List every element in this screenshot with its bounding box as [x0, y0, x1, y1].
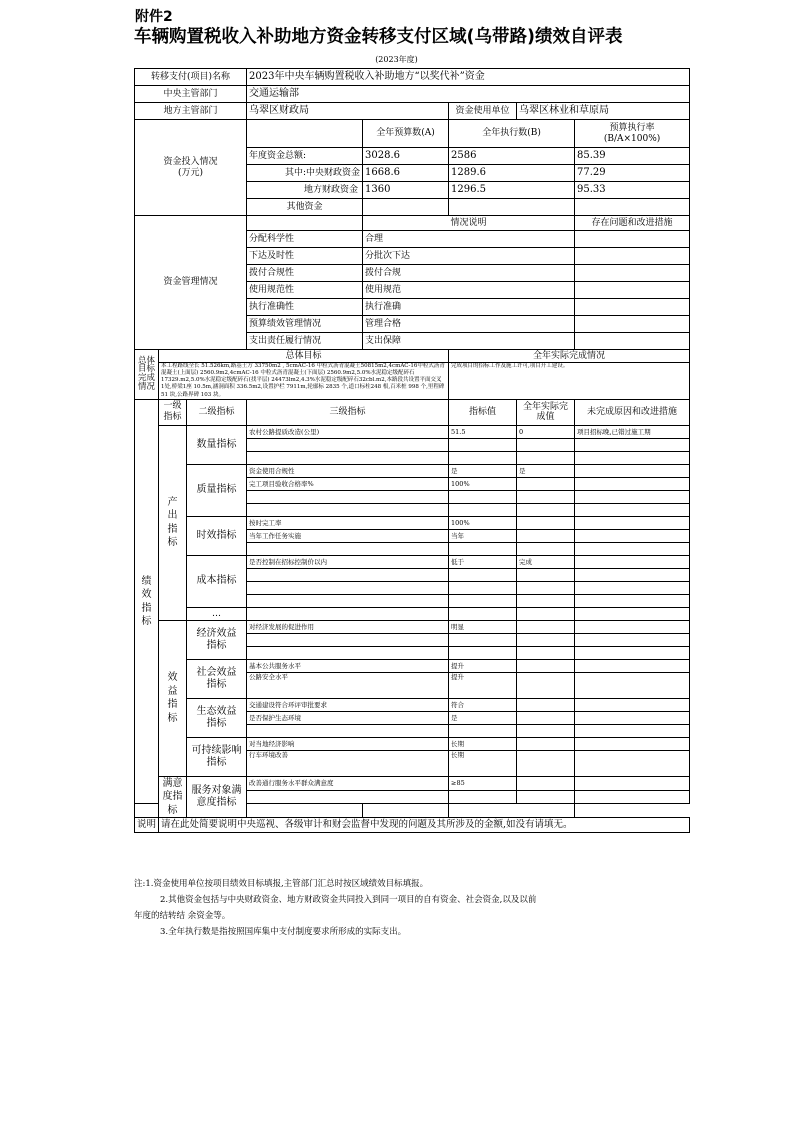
management-issue	[575, 282, 690, 299]
perf-col-actual: 全年实际完成值	[517, 399, 575, 425]
funding-budget-value: 1360	[363, 182, 449, 199]
indicator-value: 长期	[449, 750, 517, 776]
remark-text: 请在此处简要说明中央巡视、各级审计和财会监督中发现的问题及其所涉及的金额,如没有请填无。	[159, 818, 690, 833]
local-dept-label: 地方主管部门	[135, 103, 247, 120]
indicator-value: 长期	[449, 737, 517, 750]
local-dept-value: 乌翠区财政局	[247, 103, 449, 120]
indicator-name: 按时完工率	[247, 516, 449, 529]
management-item: 下达及时性	[247, 248, 363, 265]
indicator-name: 当年工作任务实施	[247, 529, 449, 542]
management-issue	[575, 231, 690, 248]
report-year: (2023年度)	[375, 55, 418, 64]
indicator-name: 完工项目验收合格率%	[247, 477, 449, 490]
central-dept-value: 交通运输部	[247, 86, 690, 103]
indicator-name: 改善通行服务水平群众满意度	[247, 776, 449, 790]
remark-label: 说明	[135, 818, 159, 833]
management-desc: 使用规范	[363, 282, 575, 299]
funding-header-blank	[247, 120, 363, 148]
economic-indicator-label: 经济效益指标	[187, 620, 247, 659]
indicator-value: 100%	[449, 516, 517, 529]
indicator-name: 公路安全水平	[247, 672, 449, 698]
funding-section-label: 资金投入情况 (万元)	[135, 120, 247, 216]
management-desc: 合理	[363, 231, 575, 248]
footnotes	[134, 876, 694, 940]
indicator-name: 行车环境改善	[247, 750, 449, 776]
management-col-desc: 情况说明	[363, 216, 575, 231]
central-dept-label: 中央主管部门	[135, 86, 247, 103]
indicator-value: 51.5	[449, 425, 517, 438]
transfer-name-value: 2023年中央车辆购置税收入补助地方“以奖代补”资金	[247, 69, 690, 86]
social-indicator-label: 社会效益指标	[187, 659, 247, 698]
funding-exec-value: 2586	[449, 148, 575, 165]
funding-rate-value: 85.39	[575, 148, 690, 165]
satisfaction-indicator-label: 满意度指标	[159, 776, 187, 818]
indicator-value: 明显	[449, 620, 517, 633]
funding-rate-value	[575, 199, 690, 216]
indicator-name: 对当地经济影响	[247, 737, 449, 750]
management-item: 执行准确性	[247, 299, 363, 316]
indicator-name: 基本公共服务水平	[247, 659, 449, 672]
performance-section-label: 绩效指标	[135, 399, 159, 804]
indicator-name: 对经济发展的促进作用	[247, 620, 449, 633]
management-issue	[575, 299, 690, 316]
goals-section-label: 总体目标完成情况	[135, 350, 159, 400]
management-header-blank	[247, 216, 363, 231]
management-issue	[575, 265, 690, 282]
management-issue	[575, 316, 690, 333]
funding-exec-value: 1296.5	[449, 182, 575, 199]
funding-row-label: 其他资金	[247, 199, 363, 216]
indicator-value: 提升	[449, 659, 517, 672]
footnote-3: 3.全年执行数是指按照国库集中支付制度要求所形成的实际支出。	[160, 927, 407, 937]
quality-indicator-label: 质量指标	[187, 464, 247, 516]
funding-row-label: 年度资金总额:	[247, 148, 363, 165]
management-item: 预算绩效管理情况	[247, 316, 363, 333]
funding-rate-value: 77.29	[575, 165, 690, 182]
user-unit-value: 乌翠区林业和草原局	[517, 103, 690, 120]
funding-budget-value	[363, 199, 449, 216]
indicator-value: ≥85	[449, 776, 517, 790]
indicator-reason: 项目招标晚,已错过施工期	[575, 425, 690, 438]
indicator-actual: 0	[517, 425, 575, 438]
perf-col-level1: 一级指标	[159, 399, 187, 425]
management-desc: 支出保障	[363, 333, 575, 350]
output-indicator-label: 产出指标	[159, 425, 187, 620]
indicator-name: 是否保护生态环境	[247, 711, 449, 724]
management-desc: 执行准确	[363, 299, 575, 316]
management-item: 使用规范性	[247, 282, 363, 299]
indicator-name: 交通建设符合环评审批要求	[247, 698, 449, 711]
management-desc: 拨付合规	[363, 265, 575, 282]
funding-budget-value: 3028.6	[363, 148, 449, 165]
goals-col-goal: 总体目标	[159, 350, 449, 363]
indicator-value: 符合	[449, 698, 517, 711]
goals-actual-text: 完成项目的招标工作及施工许可,项目开工建设。	[449, 363, 690, 400]
indicator-value: 提升	[449, 672, 517, 698]
funding-exec-value	[449, 199, 575, 216]
funding-row-label: 地方财政资金	[247, 182, 363, 199]
funding-budget-value: 1668.6	[363, 165, 449, 182]
page-title: 车辆购置税收入补助地方资金转移支付区域(乌带路)绩效自评表	[134, 27, 623, 47]
benefit-indicator-label: 效益指标	[159, 620, 187, 776]
indicator-value: 是	[449, 464, 517, 477]
indicator-name: 是否控制在招标控制价以内	[247, 555, 449, 568]
footnote-1: 注:1.资金使用单位按项目绩效目标填报,主管部门汇总时按区域绩效目标填报。	[134, 879, 429, 889]
management-issue	[575, 248, 690, 265]
management-item: 分配科学性	[247, 231, 363, 248]
funding-col-budget: 全年预算数(A)	[363, 120, 449, 148]
ellipsis-label: …	[187, 607, 247, 620]
attachment-label: 附件2	[135, 9, 173, 25]
management-desc: 分批次下达	[363, 248, 575, 265]
goals-goal-text: 本工程路线全长 51.526km,路基土方 33750m2 , 5cmAC-16 中粒式沥青混凝土50815m2,4cmAC-16中粒式沥青混凝土(上面层) 2560.9m2,4cmAC-16 中粒式沥青混凝土(下面层) 2560.9m2,5.0%水泥稳定级配碎石 17329.m2,5.0%水泥稳定级配碎石(找平层) 24473lm2,4.3%水泥稳定级配碎石32cbl.m2,本路段共设置平面交叉 1处,桥梁1座 10.5m,涵洞面积 336.5m2,设置护栏 7911m,轮廓标 2835 个,道口标柱248 根,百米桩 998 个,里程碑 51 块,公路界碑 103 块。	[159, 363, 449, 400]
cost-indicator-label: 成本指标	[187, 555, 247, 607]
management-section-label: 资金管理情况	[135, 216, 247, 350]
transfer-name-label: 转移支付(项目)名称	[135, 69, 247, 86]
indicator-value: 当年	[449, 529, 517, 542]
footnote-2-cont: 年度的结转结 余资金等。	[134, 911, 231, 921]
management-col-issue: 存在问题和改进措施	[575, 216, 690, 231]
funding-col-rate: 预算执行率 (B/A×100%)	[575, 120, 690, 148]
funding-rate-value: 95.33	[575, 182, 690, 199]
management-desc: 管理合格	[363, 316, 575, 333]
indicator-name: 农村公路提质改造(公里)	[247, 425, 449, 438]
quantity-indicator-label: 数量指标	[187, 425, 247, 464]
footnote-2: 2.其他资金包括与中央财政资金、地方财政资金共同投入到同一项目的自有资金、社会资金,以及以前	[160, 895, 537, 905]
indicator-actual	[517, 477, 575, 490]
goals-col-actual: 全年实际完成情况	[449, 350, 690, 363]
management-item: 拨付合规性	[247, 265, 363, 282]
indicator-actual: 完成	[517, 555, 575, 568]
indicator-value: 低于	[449, 555, 517, 568]
eco-indicator-label: 生态效益指标	[187, 698, 247, 737]
evaluation-table	[134, 68, 690, 833]
perf-col-level3: 三级指标	[247, 399, 449, 425]
indicator-value: 是	[449, 711, 517, 724]
indicator-actual: 是	[517, 464, 575, 477]
management-item: 支出责任履行情况	[247, 333, 363, 350]
perf-col-value: 指标值	[449, 399, 517, 425]
indicator-value: 100%	[449, 477, 517, 490]
perf-col-reason: 未完成原因和改进措施	[575, 399, 690, 425]
management-issue	[575, 333, 690, 350]
user-unit-label: 资金使用单位	[449, 103, 517, 120]
funding-col-exec: 全年执行数(B)	[449, 120, 575, 148]
funding-exec-value: 1289.6	[449, 165, 575, 182]
service-satisfaction-label: 服务对象满意度指标	[187, 776, 247, 818]
timeliness-indicator-label: 时效指标	[187, 516, 247, 555]
indicator-name: 资金使用合规性	[247, 464, 449, 477]
sustainability-indicator-label: 可持续影响指标	[187, 737, 247, 776]
funding-row-label: 其中:中央财政资金	[247, 165, 363, 182]
perf-col-level2: 二级指标	[187, 399, 247, 425]
